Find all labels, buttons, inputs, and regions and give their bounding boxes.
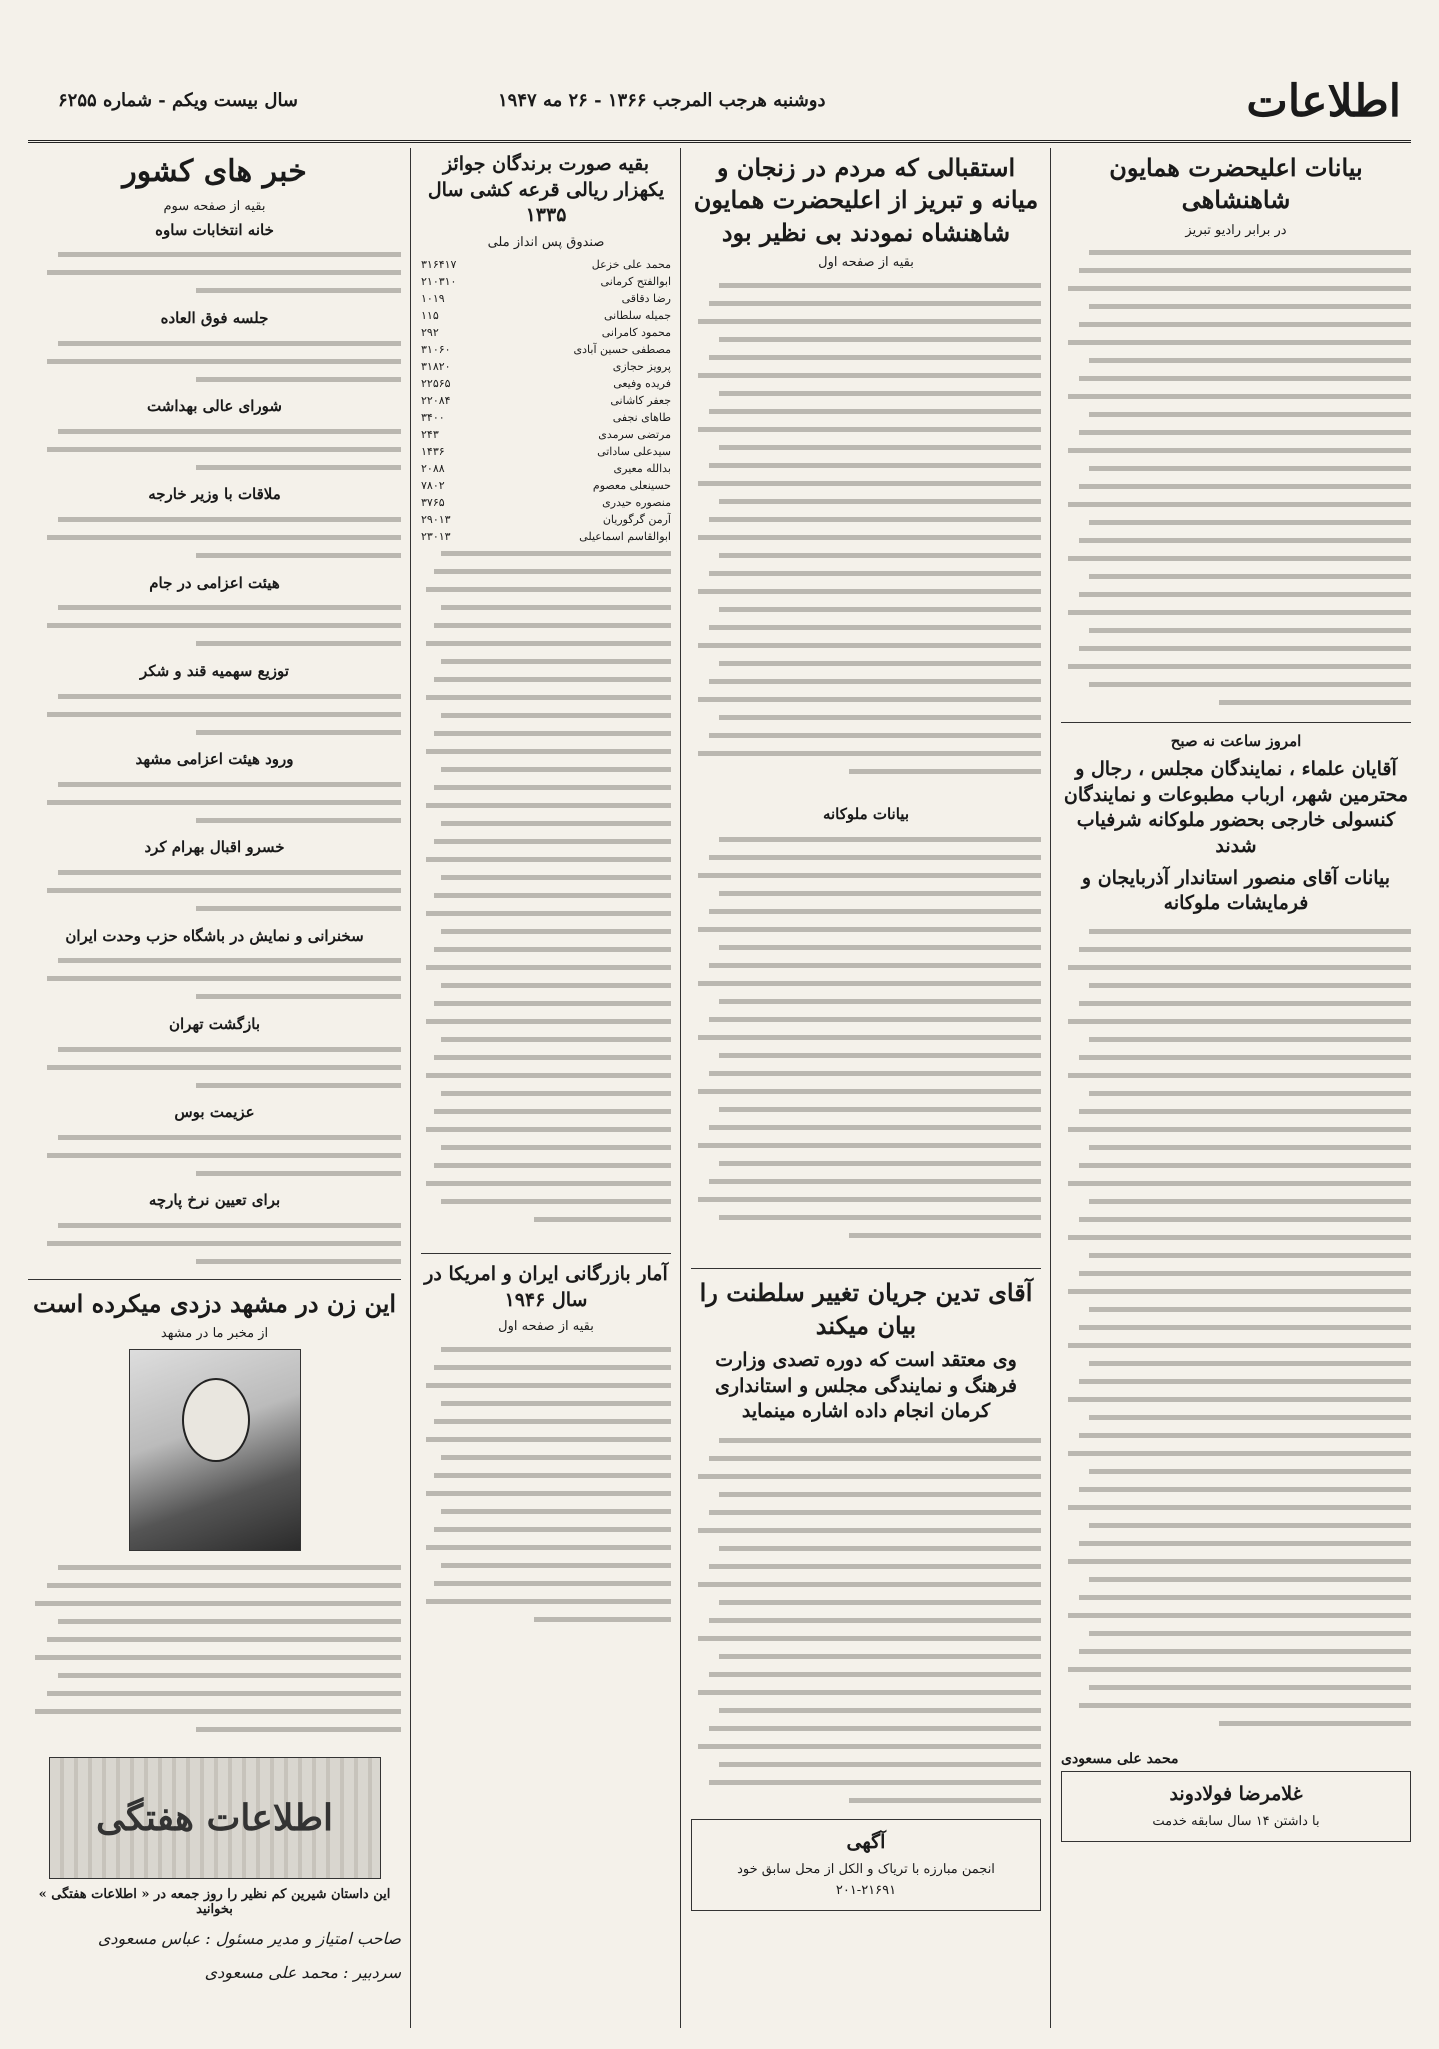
lottery-title: بقیه صورت برندگان جوائز یکهزار ریالی قرعه کشی سال ۱۳۳۵ (427, 153, 665, 227)
trade-title: آمار بازرگانی ایران و امریکا در سال ۱۹۴۶ (424, 1262, 668, 1311)
lottery-row (421, 273, 671, 290)
ticket-number: ۳۱۰۶۰ (421, 342, 451, 356)
news-item-body (28, 246, 401, 300)
news-item-body (28, 422, 401, 476)
feature-sub: از مخبر ما در مشهد (160, 1325, 269, 1341)
news-item-title: ورود هیئت اعزامی مشهد (135, 750, 294, 768)
news-item-body (28, 599, 401, 653)
article-body (691, 276, 1041, 796)
lottery-sub: صندوق پس انداز ملی (487, 234, 605, 250)
audience-headline: آقایان علماء ، نمایندگان مجلس ، رجال و محترمین شهر، ارباب مطبوعات و نمایندگان کنسولی خارجی بحضور ملوکانه شرفیاب شدند (1063, 758, 1409, 857)
news-item-title: شورای عالی بهداشت (147, 397, 282, 415)
welcome-headline: استقبالی که مردم در زنجان و میانه و تبریز از اعلیحضرت همایون شاهنشاه نمودند بی نظیر بود (693, 153, 1039, 247)
lottery-row (421, 528, 671, 545)
lottery-row (421, 256, 671, 273)
lottery-row (421, 375, 671, 392)
welcome-sub: بقیه از صفحه اول (818, 255, 914, 271)
notice-code: ۲۰۱-۲۱۶۹۱ (835, 1882, 897, 1898)
article-body (421, 545, 671, 1245)
article-body (28, 1559, 401, 1749)
newspaper-logo: اطلاعات (1246, 76, 1401, 127)
tadayyon-headline: آقای تدین جریان تغییر سلطنت را بیان میکند (699, 1278, 1033, 1340)
ad-title: غلامرضا فولادوند (1169, 1782, 1303, 1805)
lottery-row (421, 392, 671, 409)
portrait-face (182, 1378, 250, 1462)
country-news-title: خبر های کشور (122, 154, 307, 189)
ticket-number: ۲۴۳ (421, 427, 439, 441)
notice-text: انجمن مبارزه با تریاک و الکل از محل سابق خود (737, 1861, 995, 1877)
news-item-body (28, 511, 401, 565)
winner-name: ابوالقاسم اسماعیلی (579, 529, 671, 543)
winner-name: مرتضی سرمدی (598, 427, 671, 441)
issue-date: دوشنبه هرجب المرجب ۱۳۶۶ - ۲۶ مه ۱۹۴۷ (498, 90, 826, 111)
king-speech-sub: در برابر رادیو تبریز (1185, 222, 1287, 238)
winner-name: محمود کامرانی (601, 325, 671, 339)
ticket-number: ۳۱۸۲۰ (421, 359, 451, 373)
ticket-number: ۲۰۸۸ (421, 461, 445, 475)
lottery-row (421, 290, 671, 307)
news-item-title: عزیمت بوس (174, 1103, 255, 1121)
ticket-number: ۲۲۵۶۵ (421, 376, 451, 390)
news-item-body (28, 334, 401, 388)
king-speech-title: بیانات اعلیحضرت همایون شاهنشاهی (1109, 153, 1363, 215)
ticket-number: ۱۱۵ (421, 308, 439, 322)
lottery-row (421, 341, 671, 358)
winner-name: رضا دقاقی (621, 291, 671, 305)
promo-caption: این داستان شیرین کم نظیر را روز جمعه در « اطلاعات هفتگی » بخوانید (38, 1886, 391, 1917)
winner-name: ابوالفتح کرمانی (600, 274, 671, 288)
lottery-row (421, 358, 671, 375)
winner-name: سیدعلی ساداتی (597, 444, 671, 458)
news-item-title: هیئت اعزامی در جام (149, 573, 280, 592)
winner-name: پرویز حجازی (612, 359, 671, 373)
lottery-row (421, 324, 671, 341)
country-news-sub: بقیه از صفحه سوم (163, 198, 266, 214)
masthead (28, 76, 1411, 143)
morning-title: امروز ساعت نه صبح (1170, 731, 1302, 750)
news-item-body (28, 1040, 401, 1094)
news-item-title: توزیع سهمیه قند و شکر (140, 661, 289, 680)
notice-title: آگهی (846, 1831, 886, 1854)
news-item-title: جلسه فوق العاده (160, 308, 269, 327)
news-item-title: خانه انتخابات ساوه (155, 220, 274, 239)
notice-box (691, 1819, 1041, 1911)
winner-name: مصطفی حسین آبادی (573, 342, 671, 356)
ticket-number: ۳۷۶۵ (421, 495, 445, 509)
article-body (421, 1340, 671, 1640)
lottery-row (421, 409, 671, 426)
lottery-list (421, 256, 671, 545)
ad-box (1061, 1771, 1411, 1842)
lottery-row (421, 443, 671, 460)
winner-name: محمد علی خزعل (591, 257, 671, 271)
winner-name: حسینعلی معصوم (592, 478, 671, 492)
article-body (1061, 244, 1411, 714)
column-left (28, 148, 401, 2028)
news-item-title: بازگشت تهران (168, 1014, 260, 1033)
winner-name: جمیله سلطانی (604, 308, 671, 322)
ticket-number: ۲۹۰۱۳ (421, 512, 451, 526)
winner-name: منصوره حیدری (602, 495, 671, 509)
weekly-promo: اطلاعات هفتگی (49, 1757, 381, 1879)
news-item-body (28, 687, 401, 741)
ticket-number: ۱۴۳۶ (421, 444, 445, 458)
trade-sub: بقیه از صفحه اول (498, 1319, 594, 1335)
column-right (1061, 148, 1411, 2028)
winner-name: جعفر کاشانی (610, 393, 671, 407)
news-item-title: سخنرانی و نمایش در باشگاه حزب وحدت ایران (65, 926, 364, 945)
ticket-number: ۲۳۰۱۳ (421, 529, 451, 543)
winner-name: فریده وفیعی (613, 376, 671, 390)
ticket-number: ۷۸۰۲ (421, 478, 445, 492)
winner-name: طاهای نجفی (612, 410, 671, 424)
news-item-body (28, 1128, 401, 1182)
section-title: بیانات ملوکانه (822, 805, 910, 824)
lottery-row (421, 494, 671, 511)
news-item-body (28, 775, 401, 829)
tadayyon-sub: وی معتقد است که دوره تصدی وزارت فرهنگ و نمایندگی مجلس و استانداری کرمان انجام داده اشاره مینماید (715, 1349, 1017, 1423)
lottery-row (421, 307, 671, 324)
winner-name: بدالله معیری (613, 461, 671, 475)
woman-photo (129, 1349, 301, 1551)
publisher-line: صاحب امتیاز و مدیر مسئول : عباس مسعودی (97, 1928, 401, 1948)
author-signature: محمد علی مسعودی (1061, 1750, 1179, 1767)
ticket-number: ۲۲۰۸۴ (421, 393, 451, 407)
lottery-row (421, 426, 671, 443)
column-center (691, 148, 1041, 2028)
editor-line: سردبیر : محمد علی مسعودی (204, 1962, 401, 1982)
lottery-row (421, 460, 671, 477)
article-body (691, 1431, 1041, 1811)
lottery-row (421, 477, 671, 494)
lottery-row (421, 511, 671, 528)
winner-name: آرمن گرگوریان (602, 512, 671, 526)
column-lottery (421, 148, 671, 2028)
issue-number: سال بیست ویکم - شماره ۶۲۵۵ (58, 90, 299, 111)
ticket-number: ۳۱۶۴۱۷ (421, 257, 457, 271)
article-body (691, 830, 1041, 1260)
news-item-body (28, 864, 401, 918)
news-item-title: ملاقات با وزیر خارجه (148, 485, 281, 504)
ticket-number: ۲۱۰۳۱۰ (421, 274, 457, 288)
news-item-title: خسرو اقبال بهرام کرد (144, 838, 285, 857)
governor-headline: بیانات آقای منصور استاندار آذربایجان و فرمایشات ملوکانه (1081, 866, 1391, 915)
ticket-number: ۱۰۱۹ (421, 291, 445, 305)
news-item-body (28, 1217, 401, 1271)
news-item-body (28, 952, 401, 1006)
news-items (28, 220, 401, 1271)
ad-text: با داشتن ۱۴ سال سابقه خدمت (1152, 1813, 1320, 1829)
feature-title: این زن در مشهد دزدی میکرده است (32, 1288, 397, 1318)
article-body (1061, 923, 1411, 1743)
ticket-number: ۲۹۲ (421, 325, 439, 339)
ticket-number: ۳۴۰۰ (421, 410, 445, 424)
news-item-title: برای تعیین نرخ پارچه (148, 1191, 281, 1210)
